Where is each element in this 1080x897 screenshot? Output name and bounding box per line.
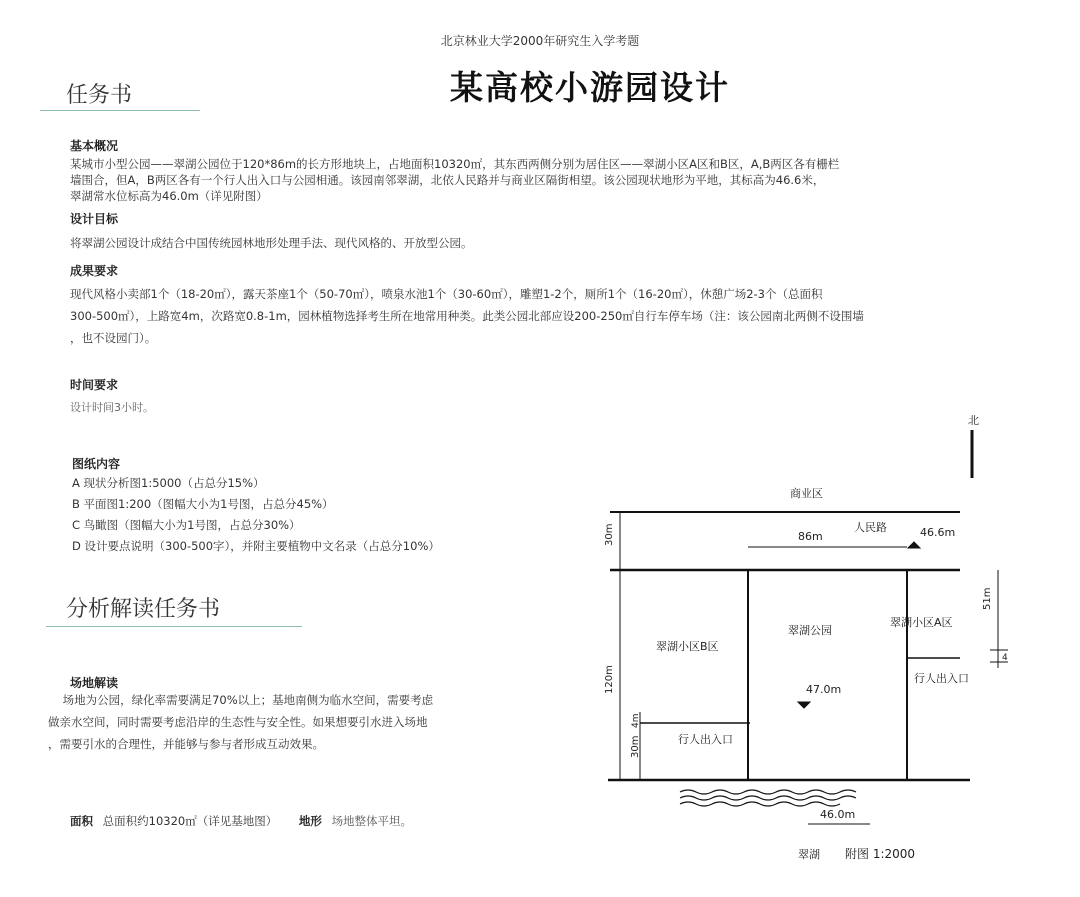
site-title: 场地解读: [70, 676, 119, 690]
time-text: 设计时间3小时。: [70, 401, 154, 414]
time-title: 时间要求: [70, 378, 119, 392]
task-book-heading: 任务书: [66, 83, 133, 108]
zone-b-label: 翠湖小区B区: [656, 640, 719, 653]
dim-30-top-label: 30m: [604, 523, 615, 546]
drawing-item: B 平面图1:200（图幅大小为1号图，占总分45%）: [72, 497, 334, 511]
lake-wave: [680, 796, 856, 800]
elevation-marker-icon: [798, 702, 810, 708]
overview-line: 某城市小型公园——翠湖公园位于120*86m的长方形地块上，占地面积10320㎡，其东西两侧分别为居住区——翠湖小区A区和B区，A,B两区各有栅栏: [70, 157, 840, 171]
site-text: [48, 689, 548, 755]
overview-text: [70, 156, 1060, 204]
commercial-label: 商业区: [790, 487, 823, 500]
goal-title: 设计目标: [70, 212, 119, 226]
dim-30-bottom-label: 30m: [630, 735, 641, 758]
site-line: 场地为公园，绿化率需要满足70%以上；基地南侧为临水空间，需要考虑: [48, 693, 434, 707]
drawing-item: C 鸟瞰图（图幅大小为1号图，占总分30%）: [72, 518, 301, 532]
elev-road-label: 46.6m: [920, 526, 956, 539]
dim-120-label: 120m: [604, 665, 615, 694]
site-line: ，需要引水的合理性，并能够与参与者形成互动效果。: [48, 737, 324, 751]
site-map: [580, 400, 1060, 880]
area-text: 总面积约10320㎡（详见基地图）: [102, 814, 278, 828]
results-line: 现代风格小卖部1个（18-20㎡），露天茶座1个（50-70㎡），喷泉水池1个（30-60㎡），雕塑1-2个，厕所1个（16-20㎡），休憩广场2-3个（总面积: [70, 287, 823, 301]
overview-line: 墙围合，但A，B两区各有一个行人出入口与公园相通。该园南邻翠湖，北依人民路并与商业区隔街相望。该公园现状地形为平地，其标高为46.6米，: [70, 173, 825, 187]
terrain-label: 地形: [298, 814, 322, 828]
goal-text: 将翠湖公园设计成结合中国传统园林地形处理手法、现代风格的、开放型公园。: [70, 236, 473, 250]
elev-lake-label: 46.0m: [820, 808, 856, 821]
area-terrain-row: [70, 813, 530, 829]
analysis-heading: 分析解读任务书: [66, 597, 221, 622]
north-label: 北: [968, 414, 979, 427]
lake-label: 翠湖: [798, 848, 820, 861]
drawing-item: A 现状分析图1:5000（占总分15%）: [72, 476, 265, 490]
lake-wave: [680, 790, 856, 794]
results-line: ，也不设园门）。: [70, 331, 157, 345]
page-title: 某高校小游园设计: [450, 68, 730, 107]
results-title: 成果要求: [70, 264, 119, 278]
dim-4-label: 4m: [631, 713, 641, 728]
width-86-label: 86m: [798, 530, 823, 543]
terrain-text: 场地整体平坦。: [331, 814, 413, 828]
exam-header: 北京林业大学2000年研究生入学考题: [440, 34, 640, 48]
drawings-title: 图纸内容: [72, 457, 121, 471]
results-line: 300-500㎡），上路宽4m，次路宽0.8-1m，园林植物选择考生所在地常用种类。此类公园北部应设200-250㎡自行车停车场（注：该公园南北两侧不设围墙: [70, 309, 864, 323]
map-caption: 附图 1:2000: [845, 847, 916, 861]
overview-line: 翠湖常水位标高为46.0m（详见附图）: [70, 189, 268, 203]
elev-park-label: 47.0m: [806, 683, 842, 696]
drawings-list: [72, 473, 592, 557]
elevation-marker-icon: [908, 542, 920, 548]
task-book-rule: [40, 110, 200, 111]
dim-51-label: 51m: [982, 587, 993, 610]
drawing-item: D 设计要点说明（300-500字），并附主要植物中文名录（占总分10%）: [72, 539, 440, 553]
area-label: 面积: [70, 814, 93, 828]
lake-wave: [680, 802, 840, 806]
analysis-rule: [46, 626, 302, 627]
road-label: 人民路: [854, 521, 887, 534]
zone-a-label: 翠湖小区A区: [890, 616, 953, 629]
park-label: 翠湖公园: [788, 624, 832, 637]
entrance-left-label: 行人出入口: [678, 733, 733, 746]
overview-title: 基本概况: [70, 139, 119, 153]
results-text: [70, 283, 1070, 349]
entrance-right-label: 行人出入口: [914, 672, 969, 685]
dim-4-right-label: 4: [1002, 653, 1008, 663]
site-line: 做亲水空间，同时需要考虑沿岸的生态性与安全性。如果想要引水进入场地: [48, 715, 428, 729]
